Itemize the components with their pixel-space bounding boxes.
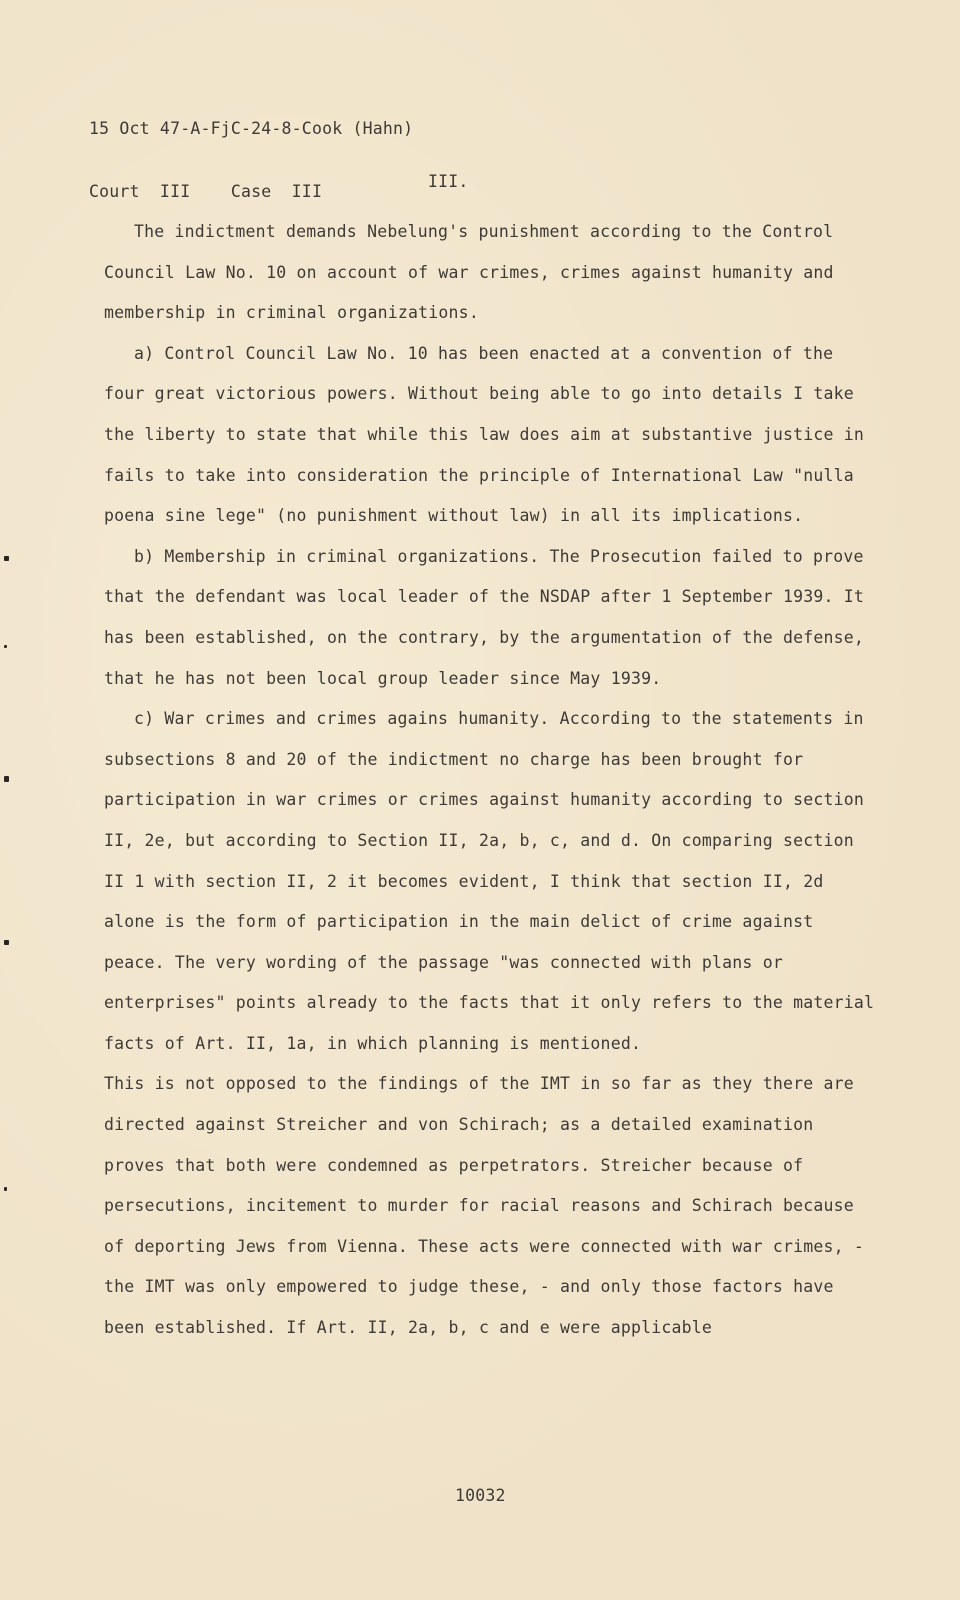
edge-punch-mark: [4, 556, 9, 561]
paragraph-c-war-crimes: c) War crimes and crimes agains humanity. According to the statements in subsections 8 and 20 of the indictment no charge has been brought for participation in war crimes or crimes against humanity according to section II, 2e, but according to Section II, 2a, b, c, and d. On comparing section II 1 with section II, 2 it becomes evident, I think that section II, 2d alone is the form of participation in the main delict of crime against peace. The very wording of the passage "was connected with plans or enterprises" points already to the facts that it only refers to the material facts of Art. II, 1a, in which planning is mentioned.: [104, 709, 875, 1053]
paragraph-a-control-council-law: a) Control Council Law No. 10 has been enacted at a convention of the four great victorious powers. Without being able to go into details I take the liberty to state that while this law does aim at substantive justice in fails to take into consideration the principle of International Law "nulla poena sine lege" (no punishment without law) in all its implications.: [104, 343, 865, 526]
header-reference-line: 15 Oct 47-A-FjC-24-8-Cook (Hahn): [89, 119, 414, 138]
edge-punch-mark: [4, 776, 9, 782]
edge-punch-mark: [4, 645, 7, 648]
page-number: 10032: [455, 1486, 506, 1505]
document-body: [104, 212, 880, 1349]
header-court-case-line: Court III Case III: [89, 182, 323, 201]
edge-punch-mark: [4, 1187, 7, 1191]
section-heading: III.: [428, 172, 469, 191]
paragraph-imt-findings: This is not opposed to the findings of the IMT in so far as they there are directed against Streicher and von Schirach; as a detailed examination proves that both were condemned as perpetrators. Streicher because of persecutions, incitement to murder for racial reasons and Schirach because of deporting Jews from Vienna. These acts were connected with war crimes, - the IMT was only empowered to judge these, - and only those factors have been established. If Art. II, 2a, b, c and e were applicable: [104, 1074, 865, 1338]
edge-punch-mark: [4, 940, 9, 945]
paragraph-b-membership: b) Membership in criminal organizations. The Prosecution failed to prove that the defendant was local leader of the NSDAP after 1 September 1939. It has been established, on the contrary, by the argumentation of the defense, that he has not been local group leader since May 1939.: [104, 546, 865, 688]
paragraph-indictment: The indictment demands Nebelung's punishment according to the Control Council Law No. 10 on account of war crimes, crimes against humanity and membership in criminal organizations.: [104, 222, 834, 323]
